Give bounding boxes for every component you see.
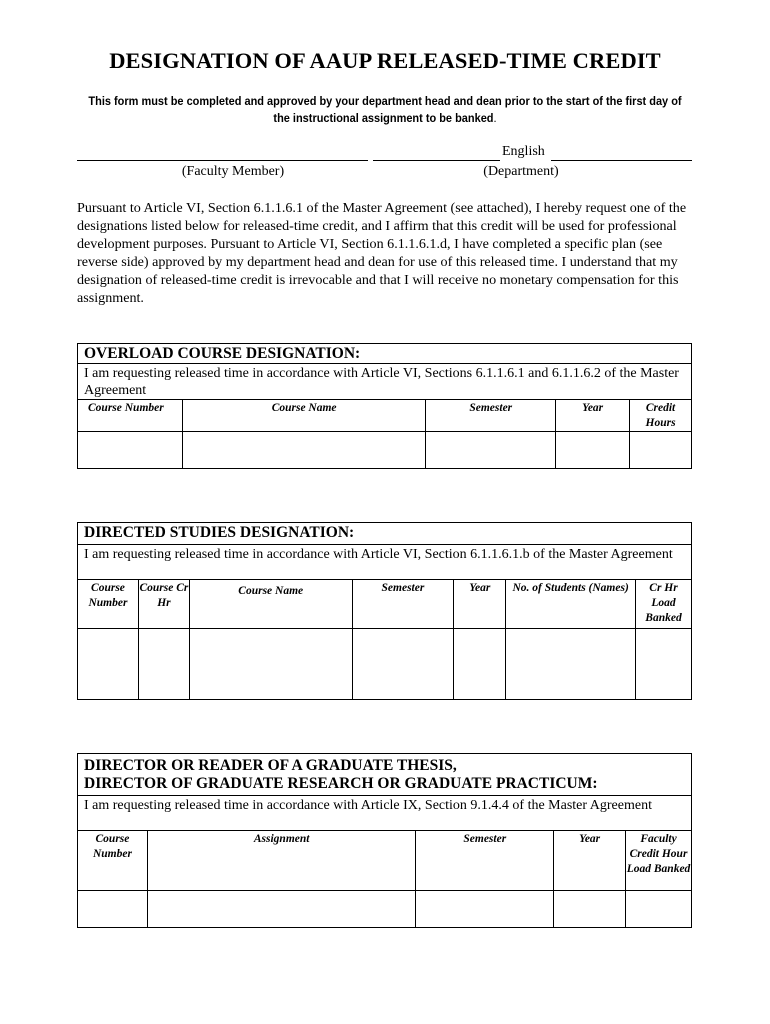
overload-col-credit-hours: Credit Hours — [630, 400, 692, 432]
thesis-col-assignment: Assignment — [147, 831, 415, 891]
thesis-year-cell[interactable] — [554, 891, 626, 928]
overload-course-number-cell[interactable] — [78, 432, 183, 469]
directed-students-cell[interactable] — [506, 629, 636, 700]
overload-description: I am requesting released time in accordance with Article VI, Sections 6.1.1.6.1 and 6.1.1.6.2 of the Master Agreement — [78, 364, 692, 400]
directed-course-name-cell[interactable] — [189, 629, 352, 700]
thesis-heading-line2: DIRECTOR OF GRADUATE RESEARCH OR GRADUATE PRACTICUM: — [84, 775, 598, 792]
directed-course-number-cell[interactable] — [78, 629, 139, 700]
faculty-member-line[interactable] — [77, 160, 368, 161]
table-row — [78, 432, 692, 469]
overload-course-name-cell[interactable] — [182, 432, 426, 469]
intro-text: Pursuant to Article VI, Section 6.1.1.6.1 of the Master Agreement (see attached), I hereby request one of the designations listed below for released-time credit, and I affirm that this credit will be used for professional development purposes. Pursuant to Article VI, Section 6.1.1.6.1.d, I have completed a specific plan (see reverse side) approved by my department head and dean for use of this released time. I understand that my designation of released-time credit is irrevocable and that I will receive no monetary compensation for this assignment. — [77, 200, 687, 306]
instruction-notice — [83, 93, 688, 127]
thesis-assignment-cell[interactable] — [147, 891, 415, 928]
directed-col-load-banked: Cr Hr Load Banked — [636, 580, 692, 629]
faculty-member-caption: (Faculty Member) — [181, 164, 285, 179]
overload-semester-cell[interactable] — [426, 432, 556, 469]
thesis-col-course-number: Course Number — [78, 831, 148, 891]
thesis-heading-line1: DIRECTOR OR READER OF A GRADUATE THESIS, — [84, 757, 457, 774]
thesis-heading — [78, 754, 692, 796]
directed-heading: DIRECTED STUDIES DESIGNATION: — [78, 523, 692, 545]
overload-year-cell[interactable] — [556, 432, 630, 469]
overload-credit-hours-cell[interactable] — [630, 432, 692, 469]
directed-col-course-name: Course Name — [189, 580, 352, 629]
thesis-col-load-banked: Faculty Credit Hour Load Banked — [626, 831, 692, 891]
thesis-load-banked-cell[interactable] — [626, 891, 692, 928]
directed-col-course-number: Course Number — [78, 580, 139, 629]
department-line-left[interactable] — [373, 160, 500, 161]
overload-heading: OVERLOAD COURSE DESIGNATION: — [78, 344, 692, 364]
overload-col-course-number: Course Number — [78, 400, 183, 432]
thesis-course-number-cell[interactable] — [78, 891, 148, 928]
intro-paragraph — [77, 199, 697, 307]
thesis-description: I am requesting released time in accordance with Article IX, Section 9.1.4.4 of the Master Agreement — [78, 796, 692, 831]
thesis-semester-cell[interactable] — [416, 891, 554, 928]
graduate-thesis-table — [77, 753, 692, 928]
directed-semester-cell[interactable] — [352, 629, 454, 700]
directed-col-course-cr-hr: Course Cr Hr — [138, 580, 189, 629]
directed-course-cr-hr-cell[interactable] — [138, 629, 189, 700]
directed-load-banked-cell[interactable] — [636, 629, 692, 700]
thesis-col-semester: Semester — [416, 831, 554, 891]
form-title: DESIGNATION OF AAUP RELEASED-TIME CREDIT — [109, 48, 661, 73]
directed-year-cell[interactable] — [454, 629, 506, 700]
overload-col-course-name: Course Name — [182, 400, 426, 432]
department-value: English — [502, 144, 545, 159]
overload-col-semester: Semester — [426, 400, 556, 432]
instruction-text: This form must be completed and approved by your department head and dean prior to the start of the first day of the instructional assignment to be banked — [88, 94, 682, 125]
department-caption: (Department) — [483, 164, 559, 179]
thesis-col-year: Year — [554, 831, 626, 891]
directed-col-year: Year — [454, 580, 506, 629]
overload-col-year: Year — [556, 400, 630, 432]
directed-col-semester: Semester — [352, 580, 454, 629]
table-row — [78, 629, 692, 700]
table-row — [78, 891, 692, 928]
department-line-right[interactable] — [551, 160, 692, 161]
directed-studies-table — [77, 522, 692, 700]
overload-course-table — [77, 343, 692, 469]
instruction-period: . — [493, 111, 497, 125]
directed-col-students: No. of Students (Names) — [506, 580, 636, 629]
directed-description: I am requesting released time in accordance with Article VI, Section 6.1.1.6.1.b of the Master Agreement — [78, 545, 692, 580]
